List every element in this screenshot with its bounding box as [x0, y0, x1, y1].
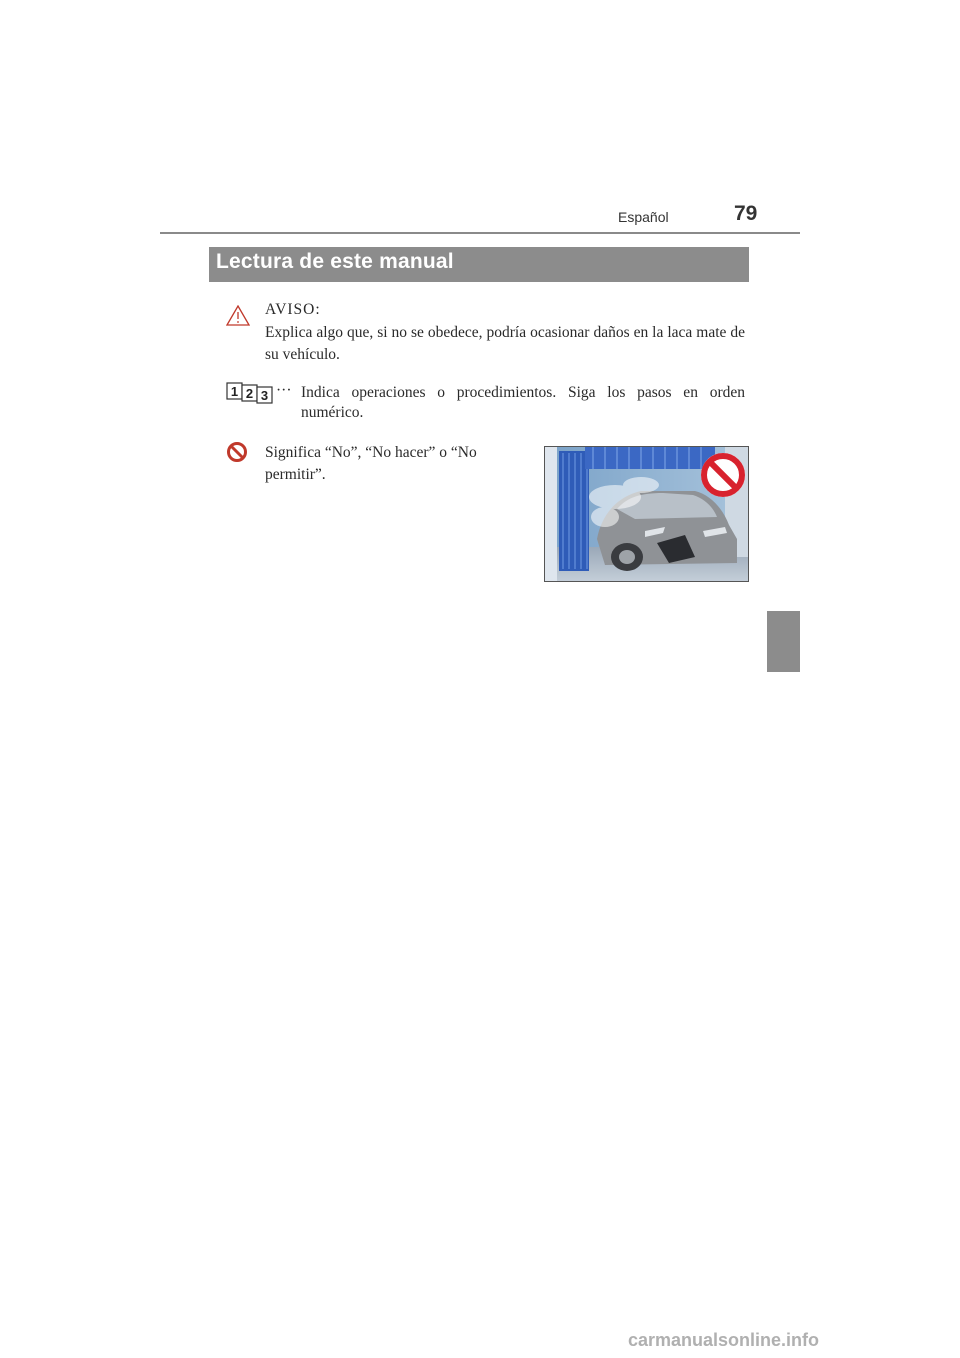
watermark: carmanualsonline.info	[628, 1330, 820, 1350]
section-title: Lectura de este manual	[216, 250, 454, 273]
notice-body: Explica algo que, si no se obedece, podría ocasionar daños en la laca mate de su vehículo.	[265, 324, 745, 363]
prohibition-icon	[226, 441, 248, 463]
prohibition-sign-icon	[701, 453, 745, 497]
steps-description-line1: Indica operaciones o procedimientos. Siga los pasos en orden	[301, 384, 745, 401]
wash-brush-top	[585, 447, 715, 469]
header-language: Español	[618, 209, 669, 225]
wash-brush-left	[559, 451, 589, 571]
chapter-side-tab	[767, 611, 800, 672]
car-wash-illustration	[544, 446, 749, 582]
numbered-steps-icon	[226, 382, 276, 404]
steps-description-line2: numérico.	[301, 404, 364, 421]
notice-title: AVISO:	[265, 301, 321, 318]
step-digit-3: 3	[260, 388, 269, 403]
car-wash-drawing	[545, 447, 749, 582]
page-number: 79	[734, 202, 758, 225]
warning-triangle-icon	[226, 305, 250, 327]
step-digit-2: 2	[245, 386, 254, 401]
step-digit-1: 1	[230, 384, 239, 399]
prohibition-text: Significa “No”, “No hacer” o “No permitir”.	[265, 444, 477, 483]
steps-ellipsis: ···	[276, 382, 292, 399]
header-divider	[160, 232, 800, 234]
section-title-bar	[209, 247, 749, 282]
